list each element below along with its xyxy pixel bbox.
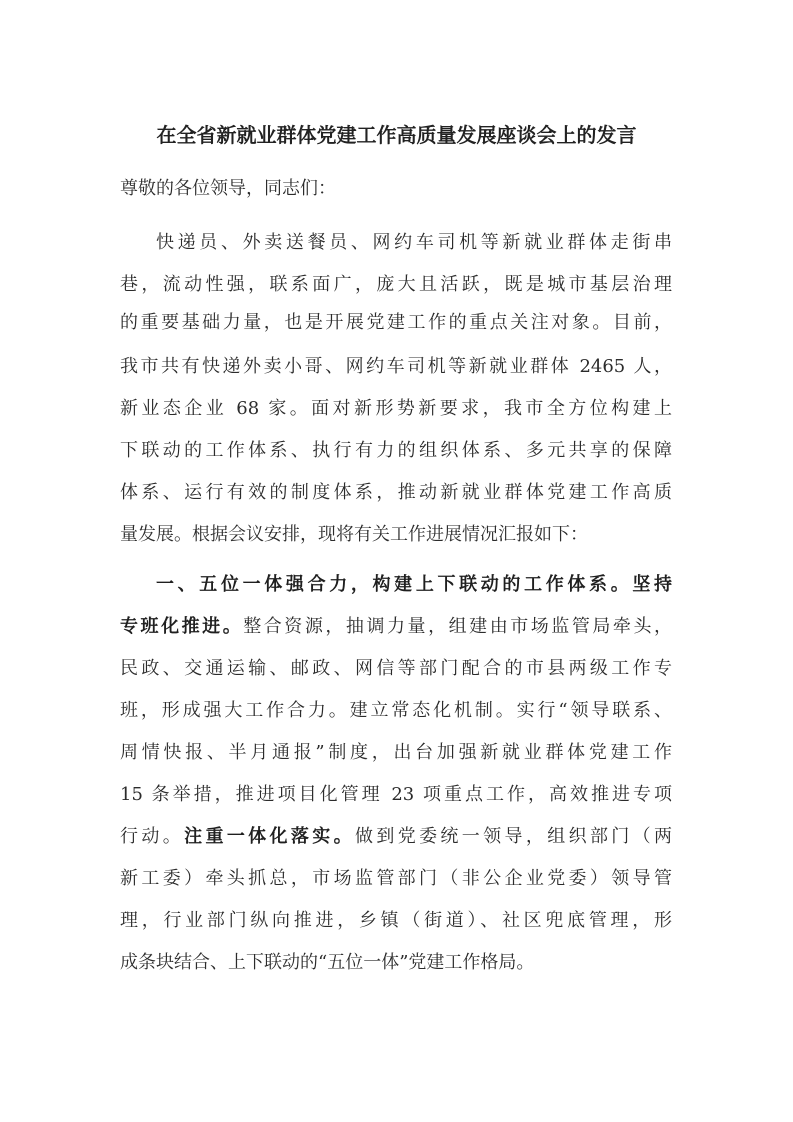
body-line: 班，形成强大工作合力。建立常态化机制。实行“领导联系、 <box>120 700 672 721</box>
intro-line: 体系、运行有效的制度体系，推动新就业群体党建工作高质 <box>120 482 672 503</box>
document-title: 在全省新就业群体党建工作高质量发展座谈会上的发言 <box>156 123 637 147</box>
body-text: 整合资源，抽调力量，组建由市场监管局牵头， <box>243 616 673 637</box>
intro-line: 快递员、外卖送餐员、网约车司机等新就业群体走街串 <box>156 232 672 253</box>
intro-line: 我市共有快递外卖小哥、网约车司机等新就业群体 2465 人， <box>120 356 672 377</box>
body-line: 成条块结合、上下联动的“五位一体”党建工作格局。 <box>120 952 535 973</box>
subheading-yitihua: 注重一体化落实。 <box>184 826 355 847</box>
intro-line: 新业态企业 68 家。面对新形势新要求，我市全方位构建上 <box>120 398 672 419</box>
section-heading-line <box>120 568 672 602</box>
subheading-zhuanban: 专班化推进。 <box>120 616 244 637</box>
body-line: 新工委）牵头抓总，市场监管部门（非公企业党委）领导管 <box>120 868 672 889</box>
section-heading: 一、五位一体强合力，构建上下联动的工作体系。坚持 <box>156 574 672 595</box>
body-text: 做到党委统一领导，组织部门（两 <box>354 826 673 847</box>
body-line: 理，行业部门纵向推进，乡镇（街道）、社区兜底管理，形 <box>120 910 672 931</box>
body-line: 民政、交通运输、邮政、网信等部门配合的市县两级工作专 <box>120 658 672 679</box>
body-text: 行动。 <box>120 826 185 847</box>
body-line <box>120 820 672 854</box>
intro-line: 巷，流动性强，联系面广，庞大且活跃，既是城市基层治理 <box>120 274 672 295</box>
body-line <box>120 610 672 644</box>
intro-line: 下联动的工作体系、执行有力的组织体系、多元共享的保障 <box>120 440 672 461</box>
intro-line: 的重要基础力量，也是开展党建工作的重点关注对象。目前， <box>120 312 672 333</box>
intro-line: 量发展。根据会议安排，现将有关工作进展情况汇报如下： <box>120 524 588 545</box>
salutation: 尊敬的各位领导，同志们： <box>120 178 336 199</box>
body-line: 15 条举措，推进项目化管理 23 项重点工作，高效推进专项 <box>120 784 672 805</box>
body-line: 周情快报、半月通报”制度，出台加强新就业群体党建工作 <box>120 742 672 763</box>
